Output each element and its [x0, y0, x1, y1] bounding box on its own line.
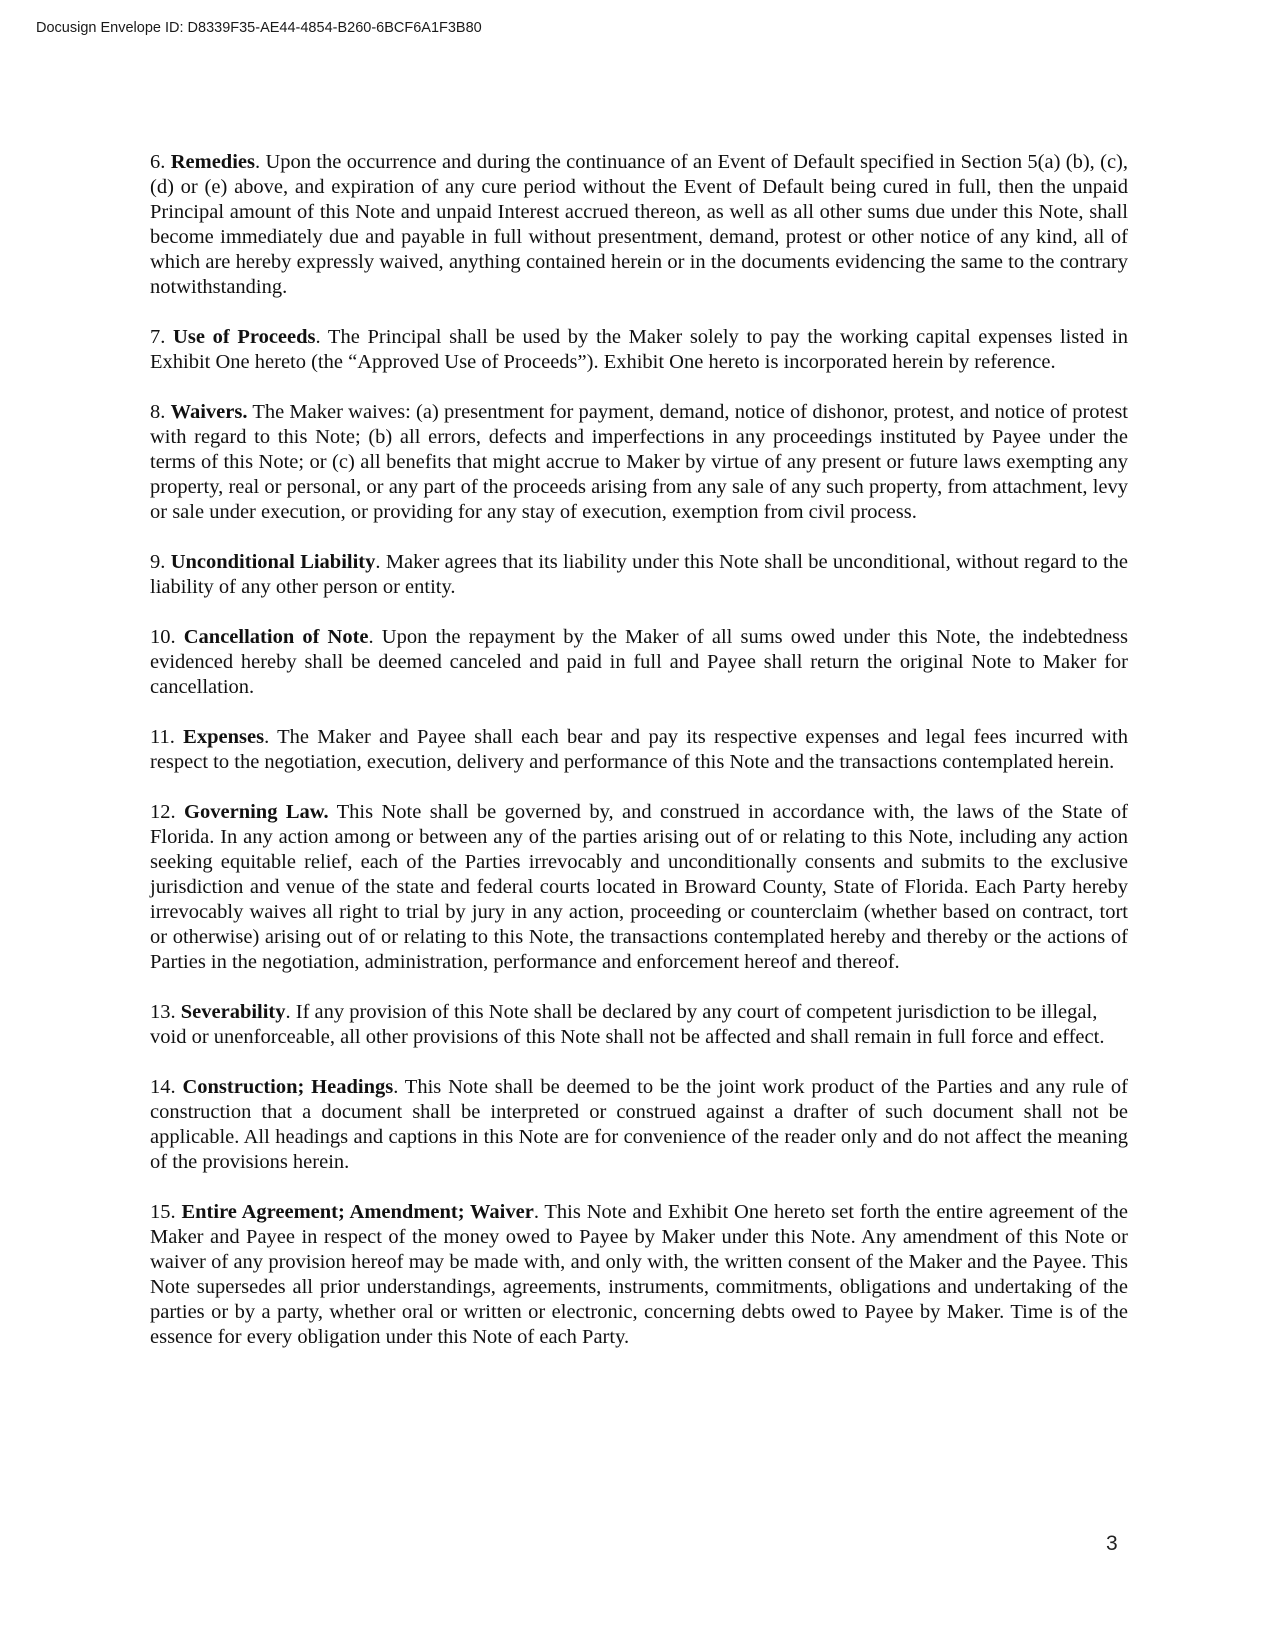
- section-heading: Entire Agreement; Amendment; Waiver: [181, 1201, 534, 1223]
- section-text: . Upon the occurrence and during the continuance of an Event of Default specified in Section 5(a) (b), (c), (d) or (e) above, and expiration of any cure period without the Event of Default being cured in full, then the unpaid Principal amount of this Note and unpaid Interest accrued thereon, as well as all other sums due under this Note, shall become immediately due and payable in full without presentment, demand, protest or other notice of any kind, all of which are hereby expressly waived, anything contained herein or in the documents evidencing the same to the contrary notwithstanding.: [150, 151, 1129, 298]
- section-heading: Use of Proceeds: [173, 326, 316, 348]
- section-number: 15.: [150, 1201, 176, 1223]
- section-text: . The Maker and Payee shall each bear and pay its respective expenses and legal fees incurred with respect to the negotiation, execution, delivery and performance of this Note and the transactions contemplated herein.: [150, 726, 1129, 773]
- section-8-waivers: [150, 400, 1128, 525]
- section-text: . If any provision of this Note shall be declared by any court of competent jurisdiction to be illegal, void or unenforceable, all other provisions of this Note shall not be affected and shall remain in full force and effect.: [150, 1001, 1105, 1048]
- section-text: The Maker waives: (a) presentment for payment, demand, notice of dishonor, protest, and notice of protest with regard to this Note; (b) all errors, defects and imperfections in any proceedings instituted by Payee under the terms of this Note; or (c) all benefits that might accrue to Maker by virtue of any present or future laws exempting any property, real or personal, or any part of the proceeds arising from any sale of any such property, from attachment, levy or sale under execution, or providing for any stay of execution, exemption from civil process.: [150, 401, 1128, 523]
- section-9-unconditional-liability: [150, 550, 1128, 600]
- section-13-severability: [150, 1000, 1128, 1050]
- section-heading: Construction; Headings: [182, 1076, 394, 1098]
- section-number: 8.: [150, 401, 166, 423]
- section-heading: Governing Law.: [184, 801, 329, 823]
- section-text: . Upon the repayment by the Maker of all sums owed under this Note, the indebtedness evidenced hereby shall be deemed canceled and paid in full and Payee shall return the original Note to Maker for cancellation.: [150, 626, 1128, 698]
- section-number: 6.: [150, 151, 166, 173]
- section-text: . Maker agrees that its liability under this Note shall be unconditional, without regard to the liability of any other person or entity.: [150, 551, 1128, 598]
- page-number: 3: [1106, 1532, 1118, 1555]
- section-number: 9.: [150, 551, 166, 573]
- section-number: 13.: [150, 1001, 176, 1023]
- section-heading: Waivers.: [170, 401, 248, 423]
- section-heading: Expenses: [183, 726, 265, 748]
- section-12-governing-law: [150, 800, 1128, 975]
- section-6-remedies: [150, 150, 1128, 300]
- section-7-use-of-proceeds: [150, 325, 1128, 375]
- envelope-id: Docusign Envelope ID: D8339F35-AE44-4854-B260-6BCF6A1F3B80: [36, 20, 482, 36]
- section-text: This Note shall be governed by, and construed in accordance with, the laws of the State of Florida. In any action among or between any of the parties arising out of or relating to this Note, including any action seeking equitable relief, each of the Parties irrevocably and unconditionally consents and submits to the exclusive jurisdiction and venue of the state and federal courts located in Broward County, State of Florida. Each Party hereby irrevocably waives all right to trial by jury in any action, proceeding or counterclaim (whether based on contract, tort or otherwise) arising out of or relating to this Note, the transactions contemplated hereby and thereby or the actions of Parties in the negotiation, administration, performance and enforcement hereof and thereof.: [150, 801, 1128, 973]
- section-14-construction-headings: [150, 1075, 1128, 1175]
- section-number: 10.: [150, 626, 176, 648]
- section-heading: Remedies: [170, 151, 255, 173]
- section-number: 11.: [150, 726, 175, 748]
- section-number: 12.: [150, 801, 176, 823]
- section-number: 7.: [150, 326, 166, 348]
- section-heading: Unconditional Liability: [170, 551, 376, 573]
- section-number: 14.: [150, 1076, 176, 1098]
- document-body: [150, 150, 1128, 1375]
- section-text: . This Note shall be deemed to be the joint work product of the Parties and any rule of construction that a document shall be interpreted or construed against a drafter of such document shall not be applicable. All headings and captions in this Note are for convenience of the reader only and do not affect the meaning of the provisions herein.: [150, 1076, 1128, 1173]
- section-10-cancellation-of-note: [150, 625, 1128, 700]
- section-text: . This Note and Exhibit One hereto set forth the entire agreement of the Maker and Payee in respect of the money owed to Payee by Maker under this Note. Any amendment of this Note or waiver of any provision hereof may be made with, and only with, the written consent of the Maker and the Payee. This Note supersedes all prior understandings, agreements, instruments, commitments, obligations and undertaking of the parties or by a party, whether oral or written or electronic, concerning debts owed to Payee by Maker. Time is of the essence for every obligation under this Note of each Party.: [150, 1201, 1129, 1348]
- section-text: . The Principal shall be used by the Maker solely to pay the working capital expenses listed in Exhibit One hereto (the “Approved Use of Proceeds”). Exhibit One hereto is incorporated herein by reference.: [150, 326, 1128, 373]
- section-heading: Severability: [180, 1001, 286, 1023]
- section-15-entire-agreement: [150, 1200, 1128, 1350]
- section-11-expenses: [150, 725, 1128, 775]
- section-heading: Cancellation of Note: [183, 626, 369, 648]
